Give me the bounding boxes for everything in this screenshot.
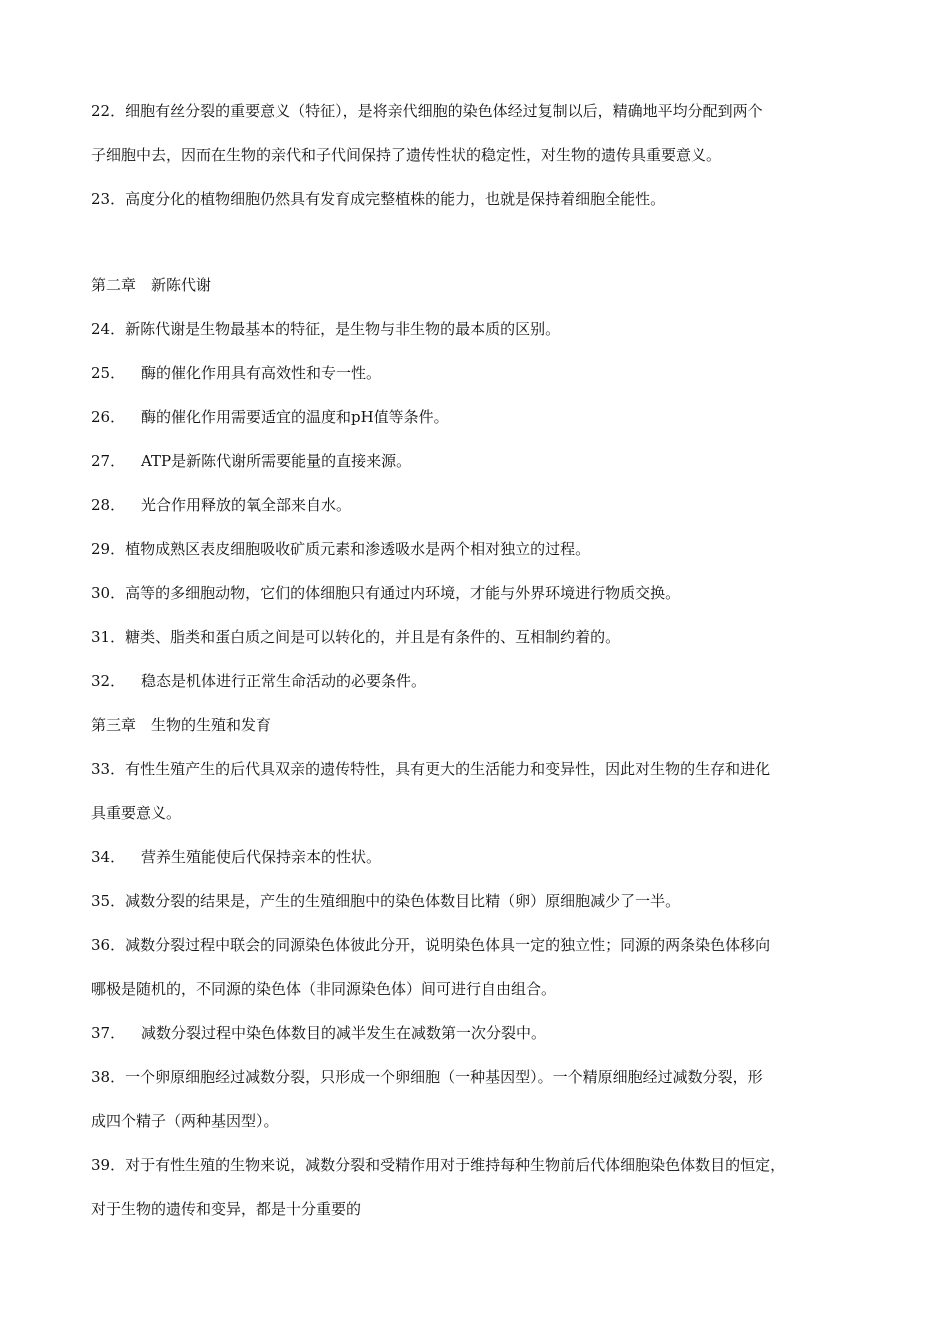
paragraph-32 <box>91 671 426 691</box>
item-number: 25． <box>91 364 126 382</box>
paragraph-29: 29．植物成熟区表皮细胞吸收矿质元素和渗透吸水是两个相对独立的过程。 <box>91 540 591 558</box>
paragraph-38-line-1: 38．一个卵原细胞经过减数分裂，只形成一个卵细胞（一种基因型）。一个精原细胞经过减数分裂，形 <box>91 1068 763 1086</box>
item-text: ATP是新陈代谢所需要能量的直接来源。 <box>141 452 412 470</box>
item-number: 28． <box>91 496 126 514</box>
paragraph-26 <box>91 407 449 427</box>
item-number: 37． <box>91 1024 126 1042</box>
paragraph-38-line-2: 成四个精子（两种基因型）。 <box>91 1112 279 1130</box>
item-number: 27． <box>91 452 126 470</box>
item-number: 26． <box>91 408 126 426</box>
paragraph-33-line-1: 33．有性生殖产生的后代具双亲的遗传特性，具有更大的生活能力和变异性，因此对生物的生存和进化 <box>91 760 771 778</box>
paragraph-36-line-2: 哪极是随机的，不同源的染色体（非同源染色体）间可进行自由组合。 <box>91 980 557 998</box>
paragraph-24: 24．新陈代谢是生物最基本的特征，是生物与非生物的最本质的区别。 <box>91 320 561 338</box>
paragraph-33-line-2: 具重要意义。 <box>91 804 182 822</box>
paragraph-23: 23．高度分化的植物细胞仍然具有发育成完整植株的能力，也就是保持着细胞全能性。 <box>91 190 666 208</box>
chapter-2-heading: 第二章 新陈代谢 <box>91 276 212 294</box>
item-text: 营养生殖能使后代保持亲本的性状。 <box>141 848 382 866</box>
paragraph-22-line-2: 子细胞中去，因而在生物的亲代和子代间保持了遗传性状的稳定性，对生物的遗传具重要意义。 <box>91 146 722 164</box>
paragraph-31: 31．糖类、脂类和蛋白质之间是可以转化的，并且是有条件的、互相制约着的。 <box>91 628 621 646</box>
paragraph-27 <box>91 451 411 471</box>
item-text: 减数分裂过程中染色体数目的减半发生在减数第一次分裂中。 <box>141 1024 547 1042</box>
paragraph-37 <box>91 1023 546 1043</box>
item-number: 32． <box>91 672 126 690</box>
paragraph-28 <box>91 495 351 515</box>
paragraph-30: 30．高等的多细胞动物，它们的体细胞只有通过内环境，才能与外界环境进行物质交换。 <box>91 584 681 602</box>
paragraph-39-line-1: 39．对于有性生殖的生物来说，减数分裂和受精作用对于维持每种生物前后代体细胞染色体数目的恒定， <box>91 1156 786 1174</box>
item-number: 34． <box>91 848 126 866</box>
paragraph-22-line-1: 22．细胞有丝分裂的重要意义（特征），是将亲代细胞的染色体经过复制以后，精确地平均分配到两个 <box>91 102 763 120</box>
item-text: 酶的催化作用需要适宜的温度和pH值等条件。 <box>141 408 449 426</box>
paragraph-36-line-1: 36．减数分裂过程中联会的同源染色体彼此分开，说明染色体具一定的独立性；同源的两条染色体移向 <box>91 936 771 954</box>
paragraph-34 <box>91 847 381 867</box>
paragraph-25 <box>91 363 381 383</box>
item-text: 酶的催化作用具有高效性和专一性。 <box>141 364 382 382</box>
paragraph-39-line-2: 对于生物的遗传和变异，都是十分重要的 <box>91 1200 362 1218</box>
item-text: 稳态是机体进行正常生命活动的必要条件。 <box>141 672 427 690</box>
chapter-3-heading: 第三章 生物的生殖和发育 <box>91 716 272 734</box>
paragraph-35: 35．减数分裂的结果是，产生的生殖细胞中的染色体数目比精（卵）原细胞减少了一半。 <box>91 892 681 910</box>
item-text: 光合作用释放的氧全部来自水。 <box>141 496 352 514</box>
